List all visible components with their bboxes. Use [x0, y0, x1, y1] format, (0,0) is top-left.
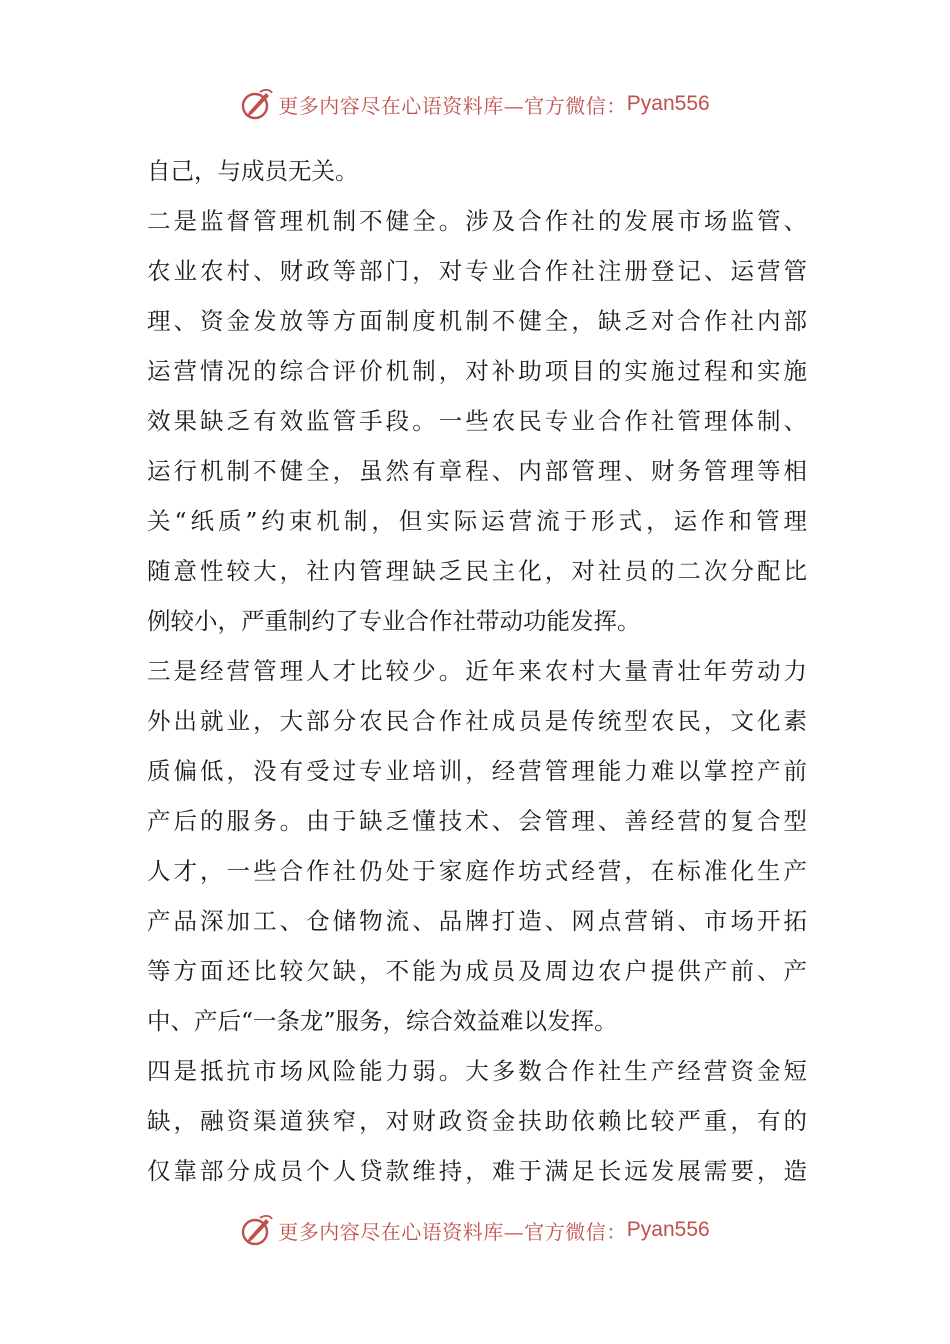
- text-line: 二是监督管理机制不健全。涉及合作社的发展市场监管、: [147, 207, 807, 235]
- text-line: 运营情况的综合评价机制，对补助项目的实施过程和实施: [147, 357, 807, 385]
- footer-banner-text: 更多内容尽在心语资料库—官方微信：: [278, 1219, 627, 1244]
- text-line: 仅靠部分成员个人贷款维持，难于满足长远发展需要，造: [147, 1157, 807, 1185]
- text-line: 产后的服务。由于缺乏懂技术、会管理、善经营的复合型: [147, 807, 807, 835]
- footer-banner-wechat-id: Pyan556: [626, 1218, 710, 1241]
- pen-logo-icon: [240, 87, 274, 121]
- text-line: 四是抵抗市场风险能力弱。大多数合作社生产经营资金短: [147, 1057, 807, 1085]
- text-line: 效果缺乏有效监管手段。一些农民专业合作社管理体制、: [147, 407, 807, 435]
- text-line: 中、产后“一条龙”服务，综合效益难以发挥。: [147, 1007, 618, 1035]
- footer-banner: [0, 1210, 950, 1250]
- text-line: 运行机制不健全，虽然有章程、内部管理、财务管理等相: [147, 457, 807, 485]
- text-line: 等方面还比较欠缺，不能为成员及周边农户提供产前、产: [147, 957, 807, 985]
- text-line: 农业农村、财政等部门，对专业合作社注册登记、运营管: [147, 257, 807, 285]
- text-line: 产品深加工、仓储物流、品牌打造、网点营销、市场开拓: [147, 907, 807, 935]
- header-banner: [0, 84, 950, 124]
- text-line: 理、资金发放等方面制度机制不健全，缺乏对合作社内部: [147, 307, 807, 335]
- text-line: 关“纸质”约束机制，但实际运营流于形式，运作和管理: [147, 507, 807, 535]
- header-banner-text: 更多内容尽在心语资料库—官方微信：: [278, 93, 627, 118]
- text-line: 三是经营管理人才比较少。近年来农村大量青壮年劳动力: [147, 657, 807, 685]
- header-banner-wechat-id: Pyan556: [626, 92, 710, 115]
- text-line: 随意性较大，社内管理缺乏民主化，对社员的二次分配比: [147, 557, 807, 585]
- text-line: 人才，一些合作社仍处于家庭作坊式经营，在标准化生产: [147, 857, 807, 885]
- text-line: 缺，融资渠道狭窄，对财政资金扶助依赖比较严重，有的: [147, 1107, 807, 1135]
- text-line: 质偏低，没有受过专业培训，经营管理能力难以掌控产前: [147, 757, 807, 785]
- text-line: 外出就业，大部分农民合作社成员是传统型农民，文化素: [147, 707, 807, 735]
- pen-logo-icon: [240, 1213, 274, 1247]
- body-text: [147, 146, 807, 1196]
- text-line: 自己，与成员无关。: [147, 157, 359, 185]
- text-line: 例较小，严重制约了专业合作社带动功能发挥。: [147, 607, 641, 635]
